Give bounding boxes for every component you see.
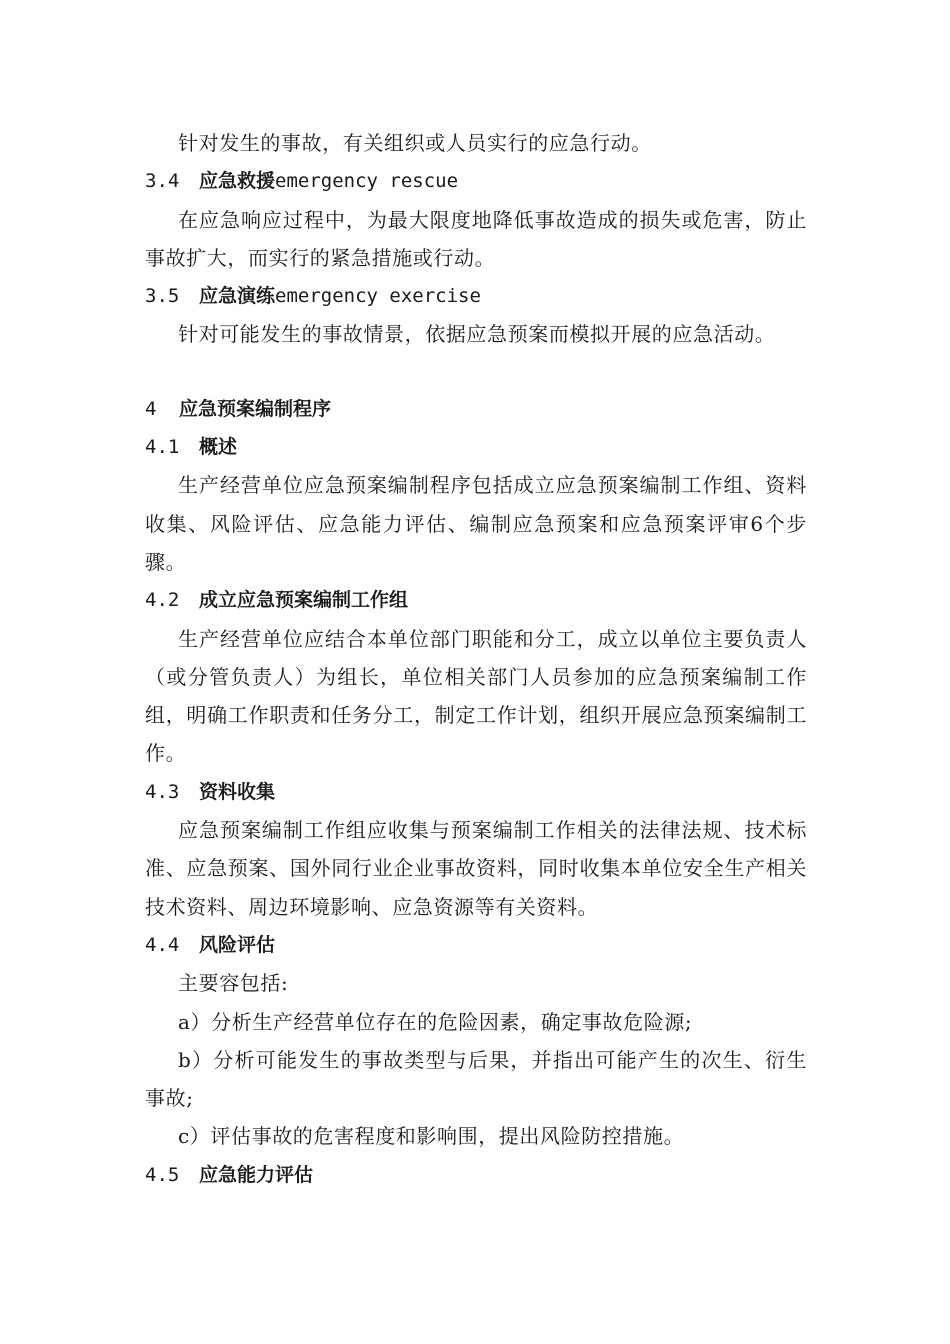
section-title: 应急演练 (199, 285, 276, 308)
section-title: 应急能力评估 (199, 1163, 314, 1186)
chapter-number: 4 (145, 397, 157, 420)
section-title: 资料收集 (199, 780, 276, 803)
section-4-5-heading (145, 1156, 807, 1194)
definition-3-4: 在应急响应过程中，为最大限度地降低事故造成的损失或危害，防止事故扩大，而实行的紧急措施或行动。 (145, 207, 807, 270)
list-item-a: a）分析生产经营单位存在的危险因素，确定事故危险源; (178, 1009, 693, 1034)
section-number: 4.3 (145, 780, 180, 803)
section-number: 3.5 (145, 285, 180, 308)
section-number: 4.1 (145, 436, 180, 459)
definition-3-5: 针对可能发生的事故情景，依据应急预案而模拟开展的应急活动。 (178, 322, 776, 347)
section-number: 3.4 (145, 170, 180, 193)
section-title: 应急救援 (199, 170, 276, 193)
section-3-5-heading (145, 277, 807, 315)
section-4-4-heading (145, 926, 807, 964)
section-number: 4.5 (145, 1163, 180, 1186)
chapter-title: 应急预案编制程序 (179, 397, 332, 420)
section-title-en: emergency rescue (275, 170, 459, 193)
section-4-1-heading (145, 428, 807, 466)
section-number: 4.2 (145, 589, 180, 612)
section-title: 风险评估 (199, 933, 276, 956)
document-page (145, 124, 807, 1194)
section-number: 4.4 (145, 933, 180, 956)
definition-3-3: 针对发生的事故，有关组织或人员实行的应急行动。 (178, 131, 652, 155)
paragraph-4-3: 应急预案编制工作组应收集与预案编制工作相关的法律法规、技术标准、应急预案、国外同行业企业事故资料，同时收集本单位安全生产相关技术资料、周边环境影响、应急资源等有关资料。 (145, 818, 807, 919)
section-title: 成立应急预案编制工作组 (199, 589, 409, 612)
section-3-4-heading (145, 162, 807, 200)
list-item-b: b）分析可能发生的事故类型与后果，并指出可能产生的次生、衍生事故; (145, 1047, 807, 1111)
section-gap (145, 354, 807, 390)
section-4-2-heading (145, 581, 807, 619)
paragraph-4-1: 生产经营单位应急预案编制程序包括成立应急预案编制工作组、资料收集、风险评估、应急能力评估、编制应急预案和应急预案评审6个步骤。 (145, 473, 807, 574)
chapter-4-heading (145, 390, 807, 428)
section-title-en: emergency exercise (275, 285, 481, 308)
section-4-3-heading (145, 773, 807, 811)
paragraph-4-2: 生产经营单位应结合本单位部门职能和分工，成立以单位主要负责人（或分管负责人）为组长，单位相关部门人员参加的应急预案编制工作组，明确工作职责和任务分工，制定工作计划，组织开展应急预案编制工作。 (145, 626, 807, 766)
section-title: 概述 (199, 436, 238, 459)
list-item-c: c）评估事故的危害程度和影响围，提出风险防控措施。 (178, 1124, 685, 1149)
paragraph-4-4-intro: 主要容包括: (178, 971, 289, 996)
